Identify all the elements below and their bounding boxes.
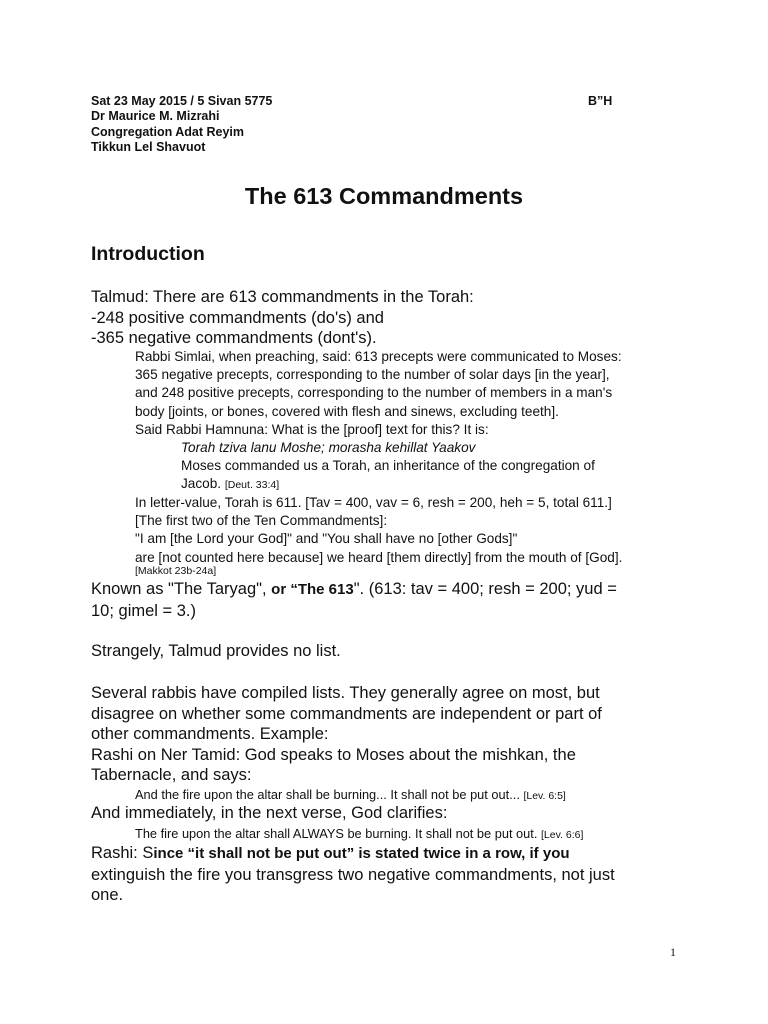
- rabbis-paragraph: [91, 683, 691, 786]
- taryag-part1: Known as "The Taryag",: [91, 580, 272, 598]
- bh-mark: B”H: [588, 94, 613, 108]
- author-line: Dr Maurice M. Mizrahi: [91, 109, 220, 124]
- date-line: Sat 23 May 2015 / 5 Sivan 5775: [91, 94, 273, 108]
- rashi-part2: ince “it shall not be put out” is stated twice in a row, if you: [153, 845, 570, 862]
- document-header: [91, 94, 651, 155]
- rashi-line: one.: [91, 886, 124, 904]
- quote-line: Rabbi Simlai, when preaching, said: 613 precepts were communicated to Moses:: [135, 349, 622, 364]
- rashi-paragraph: [91, 843, 691, 906]
- page-number: 1: [670, 945, 676, 959]
- verse-translation-line2: Jacob.: [181, 476, 222, 492]
- fire-verse-reference: [Lev. 6:5]: [523, 790, 566, 802]
- rabbis-line: disagree on whether some commandments are independent or part of: [91, 704, 602, 723]
- event-line: Tikkun Lel Shavuot: [91, 139, 206, 154]
- fire-verse-text: And the fire upon the altar shall be burning... It shall not be put out...: [135, 787, 520, 802]
- rabbis-line: Tabernacle, and says:: [91, 766, 252, 784]
- verse-translation: Moses commanded us a Torah, an inheritance of the congregation of: [181, 458, 595, 474]
- fire-verse-text: The fire upon the altar shall ALWAYS be burning. It shall not be put out.: [135, 826, 538, 841]
- taryag-line: [91, 579, 691, 601]
- quote-line: are [not counted here because] we heard [them directly] from the mouth of [God].: [135, 549, 623, 565]
- makkot-reference: [Makkot 23b-24a]: [135, 565, 217, 577]
- verse-translation-end: [181, 475, 681, 494]
- talmud-line: Talmud: There are 613 commandments in the Torah:: [91, 288, 474, 306]
- rashi-part1: Rashi: S: [91, 844, 154, 862]
- verse-hebrew: Torah tziva lanu Moshe; morasha kehillat Yaakov: [181, 440, 476, 455]
- page-title: The 613 Commandments: [244, 183, 524, 209]
- taryag-line2: 10; gimel = 3.): [91, 601, 197, 620]
- taryag-paragraph: [91, 579, 691, 621]
- quote-line: [The first two of the Ten Commandments]:: [135, 513, 388, 529]
- talmud-line: -248 positive commandments (do's) and: [91, 308, 384, 327]
- quote-line: body [joints, or bones, covered with flesh and sinews, excluding teeth].: [135, 403, 559, 419]
- taryag-part2: or “The 613: [271, 581, 354, 598]
- verse-reference: [Deut. 33:4]: [224, 479, 280, 492]
- talmud-paragraph: [91, 287, 691, 349]
- talmud-line: -365 negative commandments (dont's).: [91, 329, 377, 347]
- rabbis-line: other commandments. Example:: [91, 725, 329, 743]
- verse-block: [181, 439, 681, 495]
- taryag-part3: ". (613: tav = 400; resh = 200; yud =: [353, 580, 617, 598]
- quote-line: "I am [the Lord your God]" and "You shall have no [other Gods]": [135, 531, 518, 547]
- fire-verse-reference: [Lev. 6:6]: [540, 829, 584, 841]
- quote-line: Said Rabbi Hamnuna: What is the [proof] text for this? It is:: [135, 421, 489, 437]
- fire-verse-2: [135, 825, 695, 844]
- quote-line: 365 negative precepts, corresponding to the number of solar days [in the year],: [135, 367, 610, 383]
- rabbis-line: Rashi on Ner Tamid: God speaks to Moses about the mishkan, the: [91, 745, 576, 764]
- no-list-paragraph: Strangely, Talmud provides no list.: [91, 642, 341, 660]
- congregation-line: Congregation Adat Reyim: [91, 124, 245, 139]
- rabbis-line: Several rabbis have compiled lists. They generally agree on most, but: [91, 684, 600, 702]
- rashi-line: extinguish the fire you transgress two negative commandments, not just: [91, 865, 615, 884]
- clarifies-line: And immediately, in the next verse, God clarifies:: [91, 804, 448, 822]
- introduction-heading: Introduction: [91, 243, 205, 265]
- letter-value-block: [135, 494, 695, 567]
- quote-line: and 248 positive precepts, corresponding to the number of members in a man's: [135, 385, 613, 401]
- rashi-line: [91, 843, 691, 865]
- simlai-quote: [135, 348, 695, 439]
- quote-line: In letter-value, Torah is 611. [Tav = 400, vav = 6, resh = 200, heh = 5, total 611.]: [135, 495, 612, 510]
